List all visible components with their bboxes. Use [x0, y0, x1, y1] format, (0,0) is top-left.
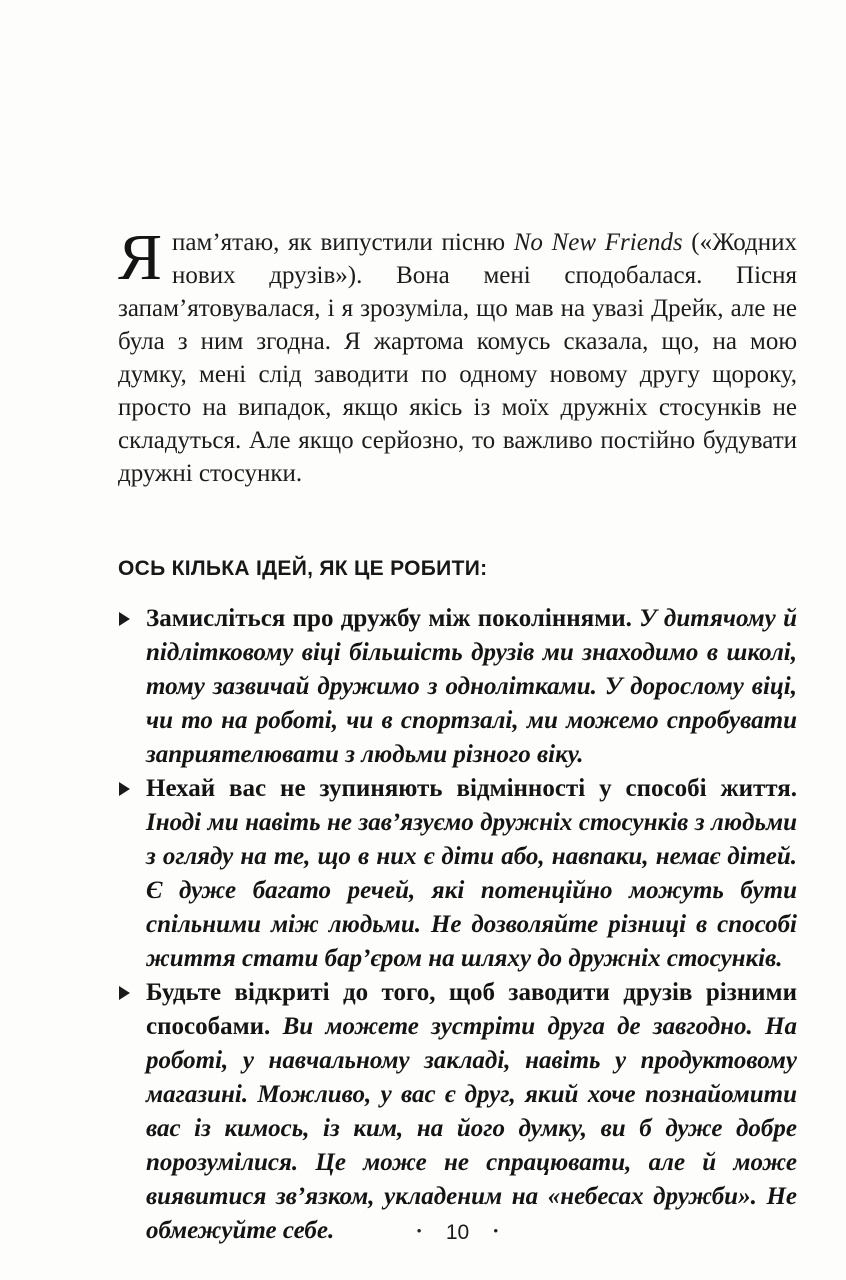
triangle-bullet-icon — [119, 782, 130, 796]
list-item — [118, 602, 797, 772]
bullet-lead: Замисліться про дружбу між поколіннями. — [146, 605, 632, 632]
intro-text-before: пам’ятаю, як випустили пісню — [172, 229, 514, 256]
page-content — [118, 221, 797, 1248]
idea-list — [118, 602, 797, 1248]
triangle-bullet-icon — [119, 612, 130, 626]
intro-paragraph — [118, 221, 797, 490]
page-number: 10 — [445, 1221, 470, 1244]
list-item — [118, 976, 797, 1248]
bullet-lead: Будьте відкриті до того, щоб заводити друзів різними способами. — [146, 979, 797, 1040]
bullet-body: Іноді ми навіть не зав’язуємо дружніх стосунків з людьми з огляду на те, що в них є діти або, навпаки, немає дітей. Є дуже багато речей, які потенційно можуть бути спільними між людьми. Не дозволяйте різниці в способі життя стати бар’єром на шляху до дружніх стосунків. — [146, 809, 797, 972]
section-heading: ОСЬ КІЛЬКА ІДЕЙ, ЯК ЦЕ РОБИТИ: — [118, 557, 488, 580]
footer-dot-left: • — [416, 1224, 422, 1240]
bullet-body: Ви можете зустріти друга де завгодно. На роботі, у навчальному закладі, навіть у продуктовому магазині. Можливо, у вас є друг, який хоче познайомити вас із кимось, із ким, на його думку, ви б дуже добре порозумілися. Це може не спрацювати, але й може виявитися зв’язком, укладеним на «небесах дружби». Не обмежуйте себе. — [146, 1013, 797, 1244]
bullet-lead: Нехай вас не зупиняють відмінності у способі життя. — [146, 775, 797, 802]
song-title: No New Friends — [513, 229, 683, 256]
triangle-bullet-icon — [119, 986, 130, 1000]
footer-dot-right: • — [493, 1224, 499, 1240]
intro-text-after: («Жодних нових друзів»). Вона мені сподобалася. Пісня запам’ятовувалася, і я зрозуміла, що мав на увазі Дрейк, але не була з ним згодна. Я жартома комусь сказала, що, на мою думку, мені слід заводити по одному новому другу щороку, просто на випадок, якщо якісь із моїх дружніх стосунків не складуться. Але якщо серйозно, то важливо постійно будувати дружні стосунки. — [118, 229, 797, 487]
list-item — [118, 772, 797, 976]
page-footer — [118, 1222, 797, 1243]
bullet-body: У дитячому й підлітковому віці більшість друзів ми знаходимо в школі, тому зазвичай дружимо з однолітками. У дорослому віці, чи то на роботі, чи в спортзалі, ми можемо спробувати заприятелювати з людьми різного віку. — [146, 605, 797, 768]
drop-cap: Я — [118, 221, 163, 294]
